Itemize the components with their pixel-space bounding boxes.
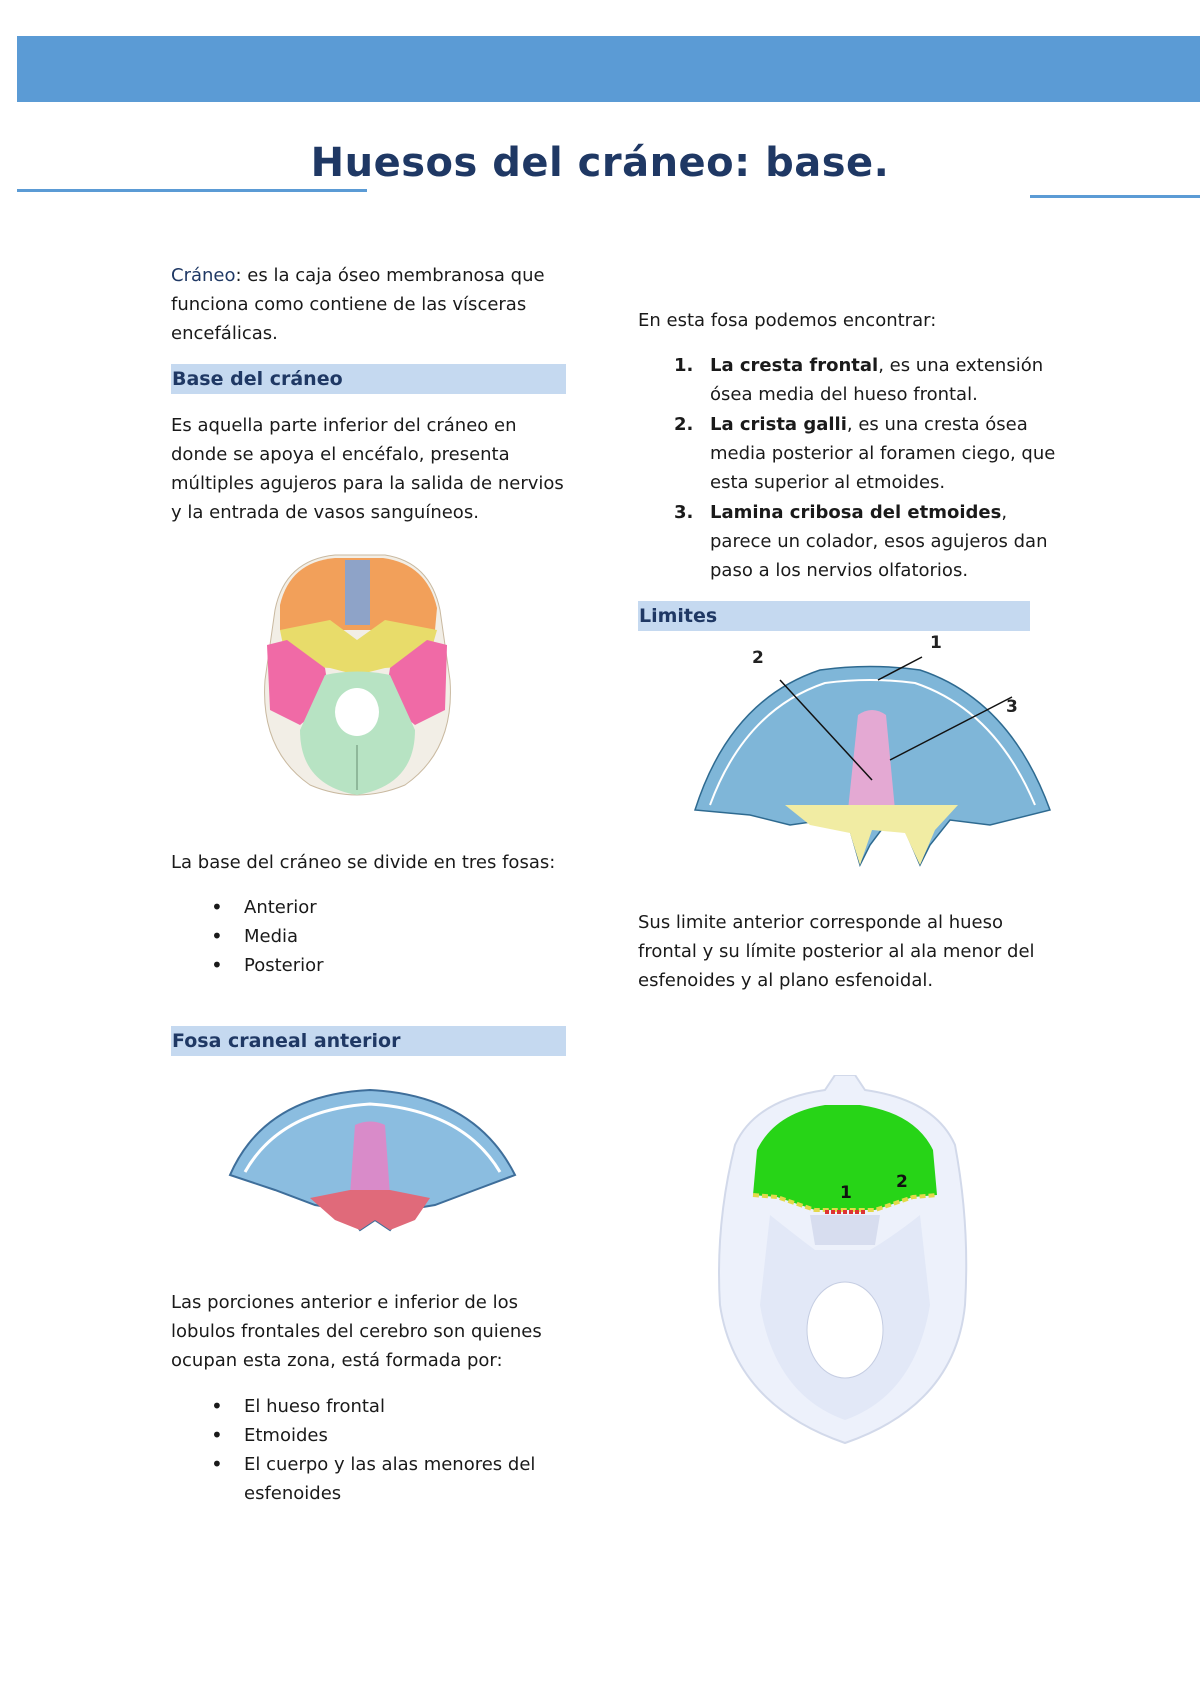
section-anterior-heading: Fosa craneal anterior	[171, 1026, 566, 1056]
intro-term: Cráneo	[171, 265, 236, 286]
skull-base-figure	[255, 550, 460, 800]
section-base-heading: Base del cráneo	[171, 364, 566, 394]
section-limites-heading: Limites	[638, 601, 1030, 631]
list-item: 3. Lamina cribosa del etmoides, parece un colador, esos agujeros dan paso a los nervios olfatorios.	[674, 502, 1048, 581]
list-item: 1. La cresta frontal, es una extensión ósea media del hueso frontal.	[674, 355, 1044, 405]
list-item: 2. La crista galli, es una cresta ósea media posterior al foramen ciego, que esta superior al etmoides.	[674, 414, 1056, 493]
page-title: Huesos del cráneo: base.	[310, 140, 890, 186]
header-bar	[17, 36, 1200, 102]
fosas-list	[171, 893, 571, 980]
limits-figure	[690, 635, 1055, 870]
limits-label-1: 1	[930, 633, 942, 653]
division-paragraph: La base del cráneo se divide en tres fosas:	[171, 852, 556, 873]
list-item: • Media	[171, 922, 571, 951]
title-rule-right	[1030, 195, 1200, 198]
list-item: • Posterior	[171, 951, 571, 980]
skull-green-figure	[715, 1075, 970, 1445]
limits-paragraph: Sus limite anterior corresponde al hueso frontal y su límite posterior al ala menor del esfenoides y al plano esfenoidal.	[638, 912, 1035, 991]
limits-label-3: 3	[1006, 697, 1018, 717]
intro-text: : es la caja óseo membranosa que funciona como contiene de las vísceras encefálicas.	[171, 265, 545, 344]
skull-label-2: 2	[896, 1172, 908, 1192]
limits-label-2: 2	[752, 648, 764, 668]
list-item: • Etmoides	[171, 1421, 571, 1450]
structures-list	[638, 351, 1058, 586]
skull-label-1: 1	[840, 1183, 852, 1203]
list-item: • El hueso frontal	[171, 1392, 571, 1421]
anterior-paragraph: Las porciones anterior e inferior de los lobulos frontales del cerebro son quienes ocupan esta zona, está formada por:	[171, 1292, 542, 1371]
list-item: • El cuerpo y las alas menores del esfenoides	[171, 1450, 571, 1508]
title-rule-left	[17, 189, 367, 192]
right-intro: En esta fosa podemos encontrar:	[638, 310, 937, 331]
anterior-list	[171, 1392, 571, 1508]
intro-paragraph	[171, 261, 571, 348]
base-paragraph: Es aquella parte inferior del cráneo en donde se apoya el encéfalo, presenta múltiples agujeros para la salida de nervios y la entrada de vasos sanguíneos.	[171, 415, 564, 523]
list-item: • Anterior	[171, 893, 571, 922]
anterior-fossa-figure	[225, 1080, 520, 1240]
